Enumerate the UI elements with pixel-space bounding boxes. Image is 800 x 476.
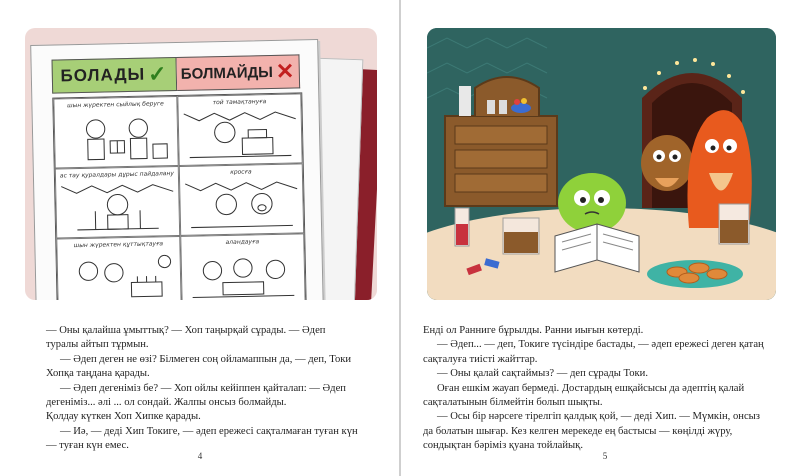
left-page-text (46, 324, 358, 454)
grid-cell (177, 93, 302, 166)
paragraph: — Әдеп... — деп, Токиге түсіндіре бастады, — әдеп ережесі деген қатаң сақталуға тиісті жайттар. (423, 339, 764, 365)
paragraph: Қолдау күткен Хоп Хипке қарады. (46, 411, 201, 423)
header-can-text: БОЛАДЫ (60, 64, 146, 86)
grid-cell (179, 163, 304, 236)
grid-cell (56, 236, 181, 300)
right-page-text (423, 324, 768, 454)
paragraph: — Осы бір нәрсеге тірелгіп қалдық қой, — деді Хип. — Мүмкін, онсыз да болатын шығар. Кез келген мерекеде ең бастысы — көңілді жүру, сондықтан бәріміз қуана тойлайық. (423, 411, 760, 452)
grid-caption: шын жүректен құттықтауға (73, 240, 164, 250)
paragraph: — Оны қалайша ұмыттық? — Хоп таңырқай сұрады. — Әдеп туралы айтып тұрмын. (46, 325, 326, 351)
grid-caption: аландауға (225, 238, 260, 246)
right-page (401, 0, 800, 476)
left-illustration (25, 28, 377, 300)
paragraph: — Әдеп дегеніміз бе? — Хоп ойлы кейіппен қайталап: — Әдеп дегеніміз... әлі ... ол сондай. Жалпы онсыз болмайды. (46, 382, 346, 409)
cutlery-sketch (56, 179, 179, 238)
distraction-sketch (181, 246, 304, 300)
grid-caption: той тамақтануға (212, 98, 267, 107)
grid-caption: кросға (230, 168, 252, 176)
header-cannot (176, 54, 300, 91)
shouting-sketch (180, 176, 303, 235)
party-scene (427, 28, 776, 300)
grid-cell (55, 166, 180, 239)
header-can (51, 57, 176, 94)
overeating-sketch (179, 106, 302, 165)
cross-icon: ✕ (275, 58, 295, 84)
grid-cell (180, 233, 305, 300)
paragraph: Оған ешкім жауап бермеді. Достардың ешқайсысы да әдептің қалай сақталатынын білмейтін болып шықты. (423, 382, 745, 409)
paragraph: — Әдеп деген не өзі? Білмеген соң ойламаппын да, — деп, Токи Хопқа таңдана қарады. (46, 353, 352, 380)
etiquette-grid (52, 92, 306, 300)
right-illustration (427, 28, 776, 300)
grid-caption: шын жүректен сыйлық беруге (66, 100, 164, 110)
congratulating-sketch (58, 249, 181, 300)
paragraph: — Оны қалай сақтаймыз? — деп сұрады Токи. (437, 368, 648, 380)
page-number: 5 (602, 451, 608, 461)
gift-giving-sketch (55, 109, 178, 168)
check-icon: ✓ (147, 61, 168, 87)
grid-caption: ас тау қуралдары дұрыс пайдалану (59, 170, 174, 180)
page-number: 4 (197, 451, 203, 461)
grid-cell (53, 96, 178, 169)
left-page (0, 0, 399, 476)
header-cannot-text: БОЛМАЙДЫ (180, 63, 274, 83)
magazine (30, 39, 324, 300)
paragraph: — Иә, — деді Хип Токиге, — әдеп ережесі сақталмаған туған күн — туған күн емес. (46, 425, 358, 452)
paragraph: Енді ол Ранниге бұрылды. Ранни иығын көтерді. (423, 325, 644, 336)
magazine-header (51, 54, 300, 93)
